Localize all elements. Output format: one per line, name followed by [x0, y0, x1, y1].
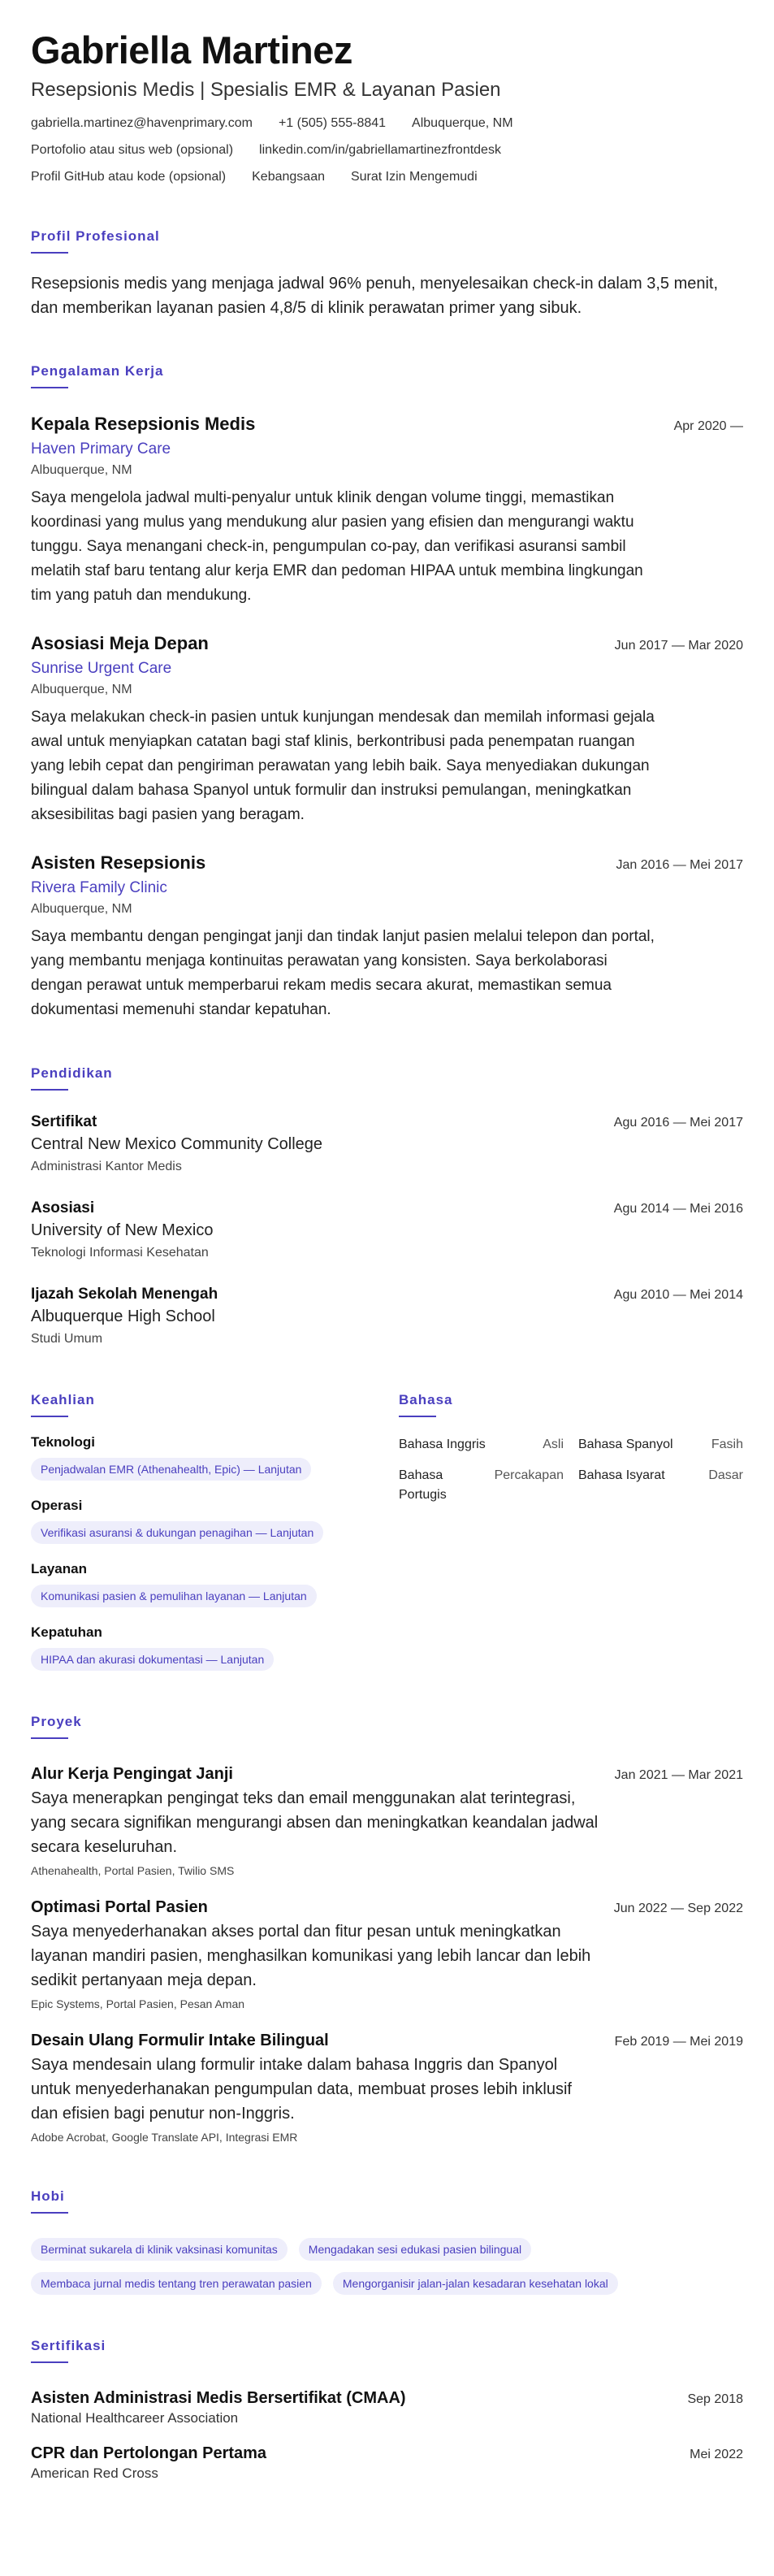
project-date: Jun 2022 — Sep 2022	[613, 1902, 743, 1915]
project-description: Saya menyederhanakan akses portal dan fitur pesan untuk meningkatkan layanan mandiri pasien, menghasilkan komunikasi yang lebih lancar dan lebih sedikit pertanyaan meja depan.	[31, 1923, 591, 1989]
experience-section	[31, 362, 743, 1022]
edu-degree: Ijazah Sekolah Menengah	[31, 1286, 218, 1303]
resume-header	[31, 0, 743, 185]
edu-school: Albuquerque High School	[31, 1308, 215, 1325]
hobby-chip: Berminat sukarela di klinik vaksinasi komunitas	[31, 2238, 288, 2261]
language-name: Bahasa Inggris	[399, 1438, 486, 1451]
section-rule	[31, 252, 68, 254]
profile-summary: Resepsionis medis yang menjaga jadwal 96% penuh, menyelesaikan check-in dalam 3,5 menit, dan memberikan layanan pasien 4,8/5 di klinik perawatan primer yang sibuk.	[31, 275, 719, 317]
project-tech: Epic Systems, Portal Pasien, Pesan Aman	[31, 1997, 245, 2010]
project-title: Desain Ulang Formulir Intake Bilingual	[31, 2032, 329, 2049]
job-entry	[31, 413, 743, 608]
edu-school: University of New Mexico	[31, 1221, 214, 1239]
project-title: Alur Kerja Pengingat Janji	[31, 1765, 233, 1783]
contact-driving-license: Surat Izin Mengemudi	[350, 170, 478, 184]
job-company[interactable]: Rivera Family Clinic	[31, 879, 167, 896]
contact-nationality: Kebangsaan	[252, 170, 325, 184]
job-location: Albuquerque, NM	[31, 463, 132, 477]
job-title: Kepala Resepsionis Medis	[31, 414, 256, 434]
hobbies-section	[31, 2188, 743, 2295]
cert-name: Asisten Administrasi Medis Bersertifikat (CMAA)	[31, 2389, 406, 2407]
contact-github[interactable]: Profil GitHub atau kode (opsional)	[31, 170, 227, 184]
section-rule	[31, 387, 68, 388]
project-date: Jan 2021 — Mar 2021	[614, 1768, 743, 1782]
skill-chip: Komunikasi pasien & pemulihan layanan — Lanjutan	[31, 1585, 317, 1607]
projects-section	[31, 1713, 743, 2145]
skills-section	[31, 1391, 399, 1671]
skill-group	[31, 1624, 399, 1671]
section-title-projects: Proyek	[31, 1714, 82, 1729]
contact-location: Albuquerque, NM	[412, 116, 513, 130]
job-entry	[31, 852, 743, 1022]
education-entry	[31, 1284, 743, 1349]
project-entry	[31, 1897, 743, 2012]
project-entry	[31, 1763, 743, 1879]
language-list	[399, 1435, 743, 1505]
job-title: Asisten Resepsionis	[31, 852, 206, 873]
candidate-headline: Resepsionis Medis | Spesialis EMR & Layanan Pasien	[31, 79, 501, 101]
section-rule	[399, 1416, 436, 1417]
contact-row-2	[31, 142, 743, 158]
edu-date: Agu 2016 — Mei 2017	[613, 1116, 743, 1130]
language-item	[399, 1435, 564, 1455]
skill-chip: HIPAA dan akurasi dokumentasi — Lanjutan	[31, 1648, 274, 1671]
language-item	[578, 1435, 743, 1455]
skill-group-title: Teknologi	[31, 1434, 96, 1450]
language-level: Dasar	[708, 1468, 743, 1482]
project-entry	[31, 2030, 743, 2145]
section-title-hobbies: Hobi	[31, 2188, 65, 2204]
job-date: Apr 2020 —	[673, 419, 743, 433]
skills-languages-row	[31, 1391, 743, 1671]
certification-entry	[31, 2443, 743, 2483]
job-title: Asosiasi Meja Depan	[31, 633, 209, 653]
skill-group	[31, 1433, 399, 1481]
languages-section	[399, 1391, 743, 1671]
edu-degree: Sertifikat	[31, 1113, 97, 1130]
profile-section	[31, 228, 743, 320]
contact-portfolio[interactable]: Portofolio atau situs web (opsional)	[31, 143, 234, 157]
section-rule	[31, 1089, 68, 1091]
section-title-languages: Bahasa	[399, 1392, 453, 1407]
education-section	[31, 1065, 743, 1349]
skill-group-title: Kepatuhan	[31, 1624, 102, 1640]
language-name: Bahasa Portugis	[399, 1468, 447, 1502]
project-tech: Athenahealth, Portal Pasien, Twilio SMS	[31, 1864, 235, 1877]
project-description: Saya menerapkan pengingat teks dan email menggunakan alat terintegrasi, yang secara signifikan mengurangi absen dan meningkatkan keandalan jadwal secara keseluruhan.	[31, 1789, 599, 1856]
skill-group-title: Layanan	[31, 1561, 87, 1576]
section-rule	[31, 1416, 68, 1417]
section-rule	[31, 2361, 68, 2363]
language-level: Percakapan	[494, 1468, 564, 1482]
project-title: Optimasi Portal Pasien	[31, 1898, 208, 1916]
cert-date: Mei 2022	[690, 2448, 743, 2461]
job-description: Saya membantu dengan pengingat janji dan tindak lanjut pasien melalui telepon dan portal, yang membantu menjaga kontinuitas perawatan yang konsisten. Saya berkolaborasi dengan perawat untuk memperbarui rekam medis secara akurat, memastikan semua dokumentasi memenuhi standar kepatuhan.	[31, 928, 655, 1018]
skill-group-title: Operasi	[31, 1498, 83, 1513]
job-description: Saya melakukan check-in pasien untuk kunjungan mendesak dan memilah informasi gejala awal untuk menyiapkan catatan bagi staf klinis, berkontribusi pada penempatan ruangan yang lebih cepat dan pengiriman perawatan yang lebih baik. Saya menyediakan dukungan bilingual dalam bahasa Spanyol untuk formulir dan instruksi pemulangan, meningkatkan aksesibilitas bagi pasien yang beragam.	[31, 709, 655, 823]
language-level: Asli	[543, 1438, 564, 1451]
hobby-chip: Membaca jurnal medis tentang tren perawatan pasien	[31, 2272, 322, 2295]
job-company[interactable]: Haven Primary Care	[31, 440, 171, 458]
edu-field: Administrasi Kantor Medis	[31, 1160, 182, 1173]
certifications-section	[31, 2337, 743, 2483]
section-rule	[31, 1737, 68, 1739]
section-title-experience: Pengalaman Kerja	[31, 363, 164, 379]
section-rule	[31, 2212, 68, 2214]
job-entry	[31, 632, 743, 827]
edu-school: Central New Mexico Community College	[31, 1135, 323, 1153]
contact-row-3	[31, 169, 743, 185]
contact-email[interactable]: gabriella.martinez@havenprimary.com	[31, 116, 253, 130]
hobby-list	[31, 2238, 743, 2295]
language-name: Bahasa Isyarat	[578, 1468, 665, 1482]
education-entry	[31, 1198, 743, 1263]
hobby-chip: Mengadakan sesi edukasi pasien bilingual	[299, 2238, 531, 2261]
certification-entry	[31, 2387, 743, 2428]
project-description: Saya mendesain ulang formulir intake dalam bahasa Inggris dan Spanyol untuk menyederhanakan pengumpulan data, membuat proses lebih inklusif dan efisien bagi penutur non-Inggris.	[31, 2056, 572, 2123]
contact-linkedin[interactable]: linkedin.com/in/gabriellamartinezfrontdesk	[259, 143, 501, 157]
edu-date: Agu 2010 — Mei 2014	[613, 1288, 743, 1302]
education-entry	[31, 1112, 743, 1177]
candidate-name: Gabriella Martinez	[31, 28, 352, 72]
project-date: Feb 2019 — Mei 2019	[614, 2035, 743, 2049]
language-item	[399, 1466, 564, 1505]
language-name: Bahasa Spanyol	[578, 1438, 673, 1451]
skill-group	[31, 1560, 399, 1607]
section-title-profile: Profil Profesional	[31, 228, 160, 244]
cert-date: Sep 2018	[687, 2392, 743, 2406]
skill-chip: Verifikasi asuransi & dukungan penagihan — Lanjutan	[31, 1521, 323, 1544]
job-date: Jun 2017 — Mar 2020	[614, 639, 743, 653]
job-location: Albuquerque, NM	[31, 683, 132, 696]
section-title-skills: Keahlian	[31, 1392, 95, 1407]
hobby-chip: Mengorganisir jalan-jalan kesadaran kesehatan lokal	[333, 2272, 618, 2295]
cert-name: CPR dan Pertolongan Pertama	[31, 2444, 267, 2462]
edu-degree: Asosiasi	[31, 1199, 95, 1216]
section-title-certifications: Sertifikasi	[31, 2338, 106, 2353]
job-company[interactable]: Sunrise Urgent Care	[31, 660, 172, 677]
contact-phone[interactable]: +1 (505) 555-8841	[278, 116, 387, 130]
skill-chip: Penjadwalan EMR (Athenahealth, Epic) — Lanjutan	[31, 1458, 311, 1481]
job-date: Jan 2016 — Mei 2017	[616, 858, 743, 872]
skill-group	[31, 1497, 399, 1544]
cert-issuer: National Healthcareer Association	[31, 2410, 239, 2426]
edu-field: Teknologi Informasi Kesehatan	[31, 1246, 209, 1260]
language-level: Fasih	[711, 1438, 743, 1451]
cert-issuer: American Red Cross	[31, 2465, 158, 2481]
edu-date: Agu 2014 — Mei 2016	[613, 1202, 743, 1216]
project-tech: Adobe Acrobat, Google Translate API, Integrasi EMR	[31, 2131, 298, 2144]
section-title-education: Pendidikan	[31, 1065, 113, 1081]
job-description: Saya mengelola jadwal multi-penyalur untuk klinik dengan volume tinggi, memastikan koordinasi yang mulus yang mendukung alur pasien yang efisien dan mengurangi waktu tunggu. Saya menangani check-in, pengumpulan co-pay, dan verifikasi asuransi sambil melatih staf baru tentang alur kerja EMR dan pedoman HIPAA untuk membina lingkungan tim yang patuh dan mendukung.	[31, 489, 643, 604]
job-location: Albuquerque, NM	[31, 902, 132, 916]
contact-row-1	[31, 115, 743, 132]
edu-field: Studi Umum	[31, 1332, 103, 1346]
language-item	[578, 1466, 743, 1505]
